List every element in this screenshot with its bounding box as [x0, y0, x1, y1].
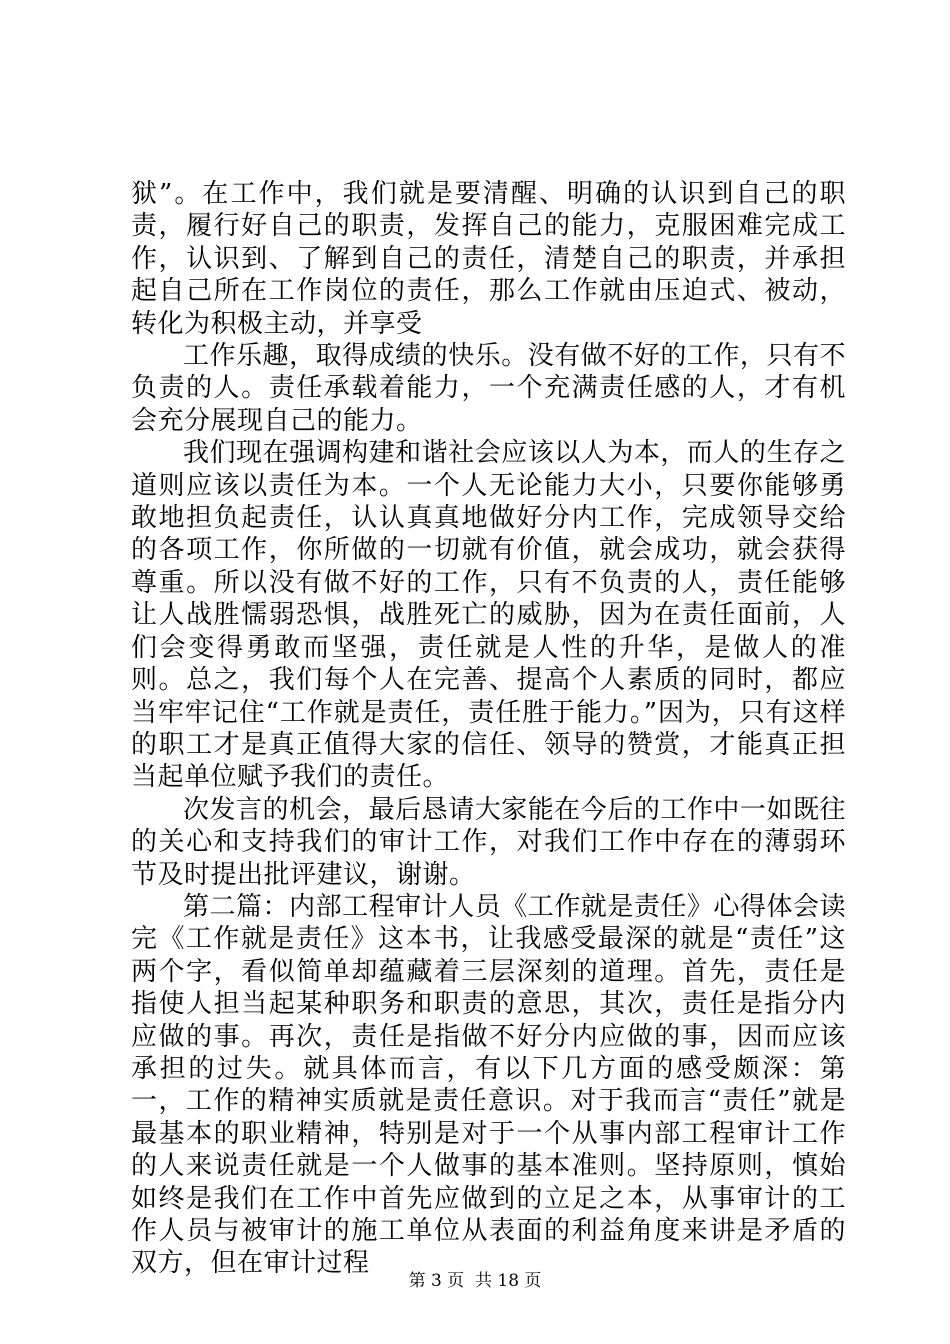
paragraph-5: 第二篇：内部工程审计人员《工作就是责任》心得体会读完《工作就是责任》这本书，让我感受最深的就是“责任”这两个字，看似简单却蕴藏着三层深刻的道理。首先，责任是指使人担当起某种职务和职责的意思，其次，责任是指分内应做的事。再次，责任是指做不好分内应做的事，因而应该承担的过失。就具体而言，有以下几方面的感受颇深：第一，工作的精神实质就是责任意识。对于我而言“责任”就是最基本的职业精神，特别是对于一个从事内部工程审计工作的人来说责任就是一个人做事的基本准则。坚持原则，慎始如终是我们在工作中首先应做到的立足之本，从事审计的工作人员与被审计的施工单位从表面的利益角度来讲是矛盾的双方，但在审计过程	[131, 891, 846, 1279]
paragraph-1: 狱”。在工作中，我们就是要清醒、明确的认识到自己的职责，履行好自己的职责，发挥自己的能力，克服困难完成工作，认识到、了解到自己的责任，清楚自己的职责，并承担起自己所在工作岗位的责任，那么工作就由压迫式、被动，转化为积极主动，并享受	[131, 179, 846, 339]
page-footer	[0, 1266, 950, 1291]
page-number-label: 第 3 页 共 18 页	[408, 1271, 542, 1291]
paragraph-3: 我们现在强调构建和谐社会应该以人为本，而人的生存之道则应该以责任为本。一个人无论能力大小，只要你能够勇敢地担负起责任，认认真真地做好分内工作，完成领导交给的各项工作，你所做的一切就有价值，就会成功，就会获得尊重。所以没有做不好的工作，只有不负责的人，责任能够让人战胜懦弱恐惧，战胜死亡的威胁，因为在责任面前，人们会变得勇敢而坚强，责任就是人性的升华，是做人的准则。总之，我们每个人在完善、提高个人素质的同时，都应当牢牢记住“工作就是责任，责任胜于能力。”因为，只有这样的职工才是真正值得大家的信任、领导的赞赏，才能真正担当起单位赋予我们的责任。	[131, 438, 846, 793]
paragraph-4: 次发言的机会，最后恳请大家能在今后的工作中一如既往的关心和支持我们的审计工作，对我们工作中存在的薄弱环节及时提出批评建议，谢谢。	[131, 794, 846, 890]
document-body	[131, 178, 846, 1280]
paragraph-2: 工作乐趣，取得成绩的快乐。没有做不好的工作，只有不负责的人。责任承载着能力，一个充满责任感的人，才有机会充分展现自己的能力。	[131, 341, 846, 436]
